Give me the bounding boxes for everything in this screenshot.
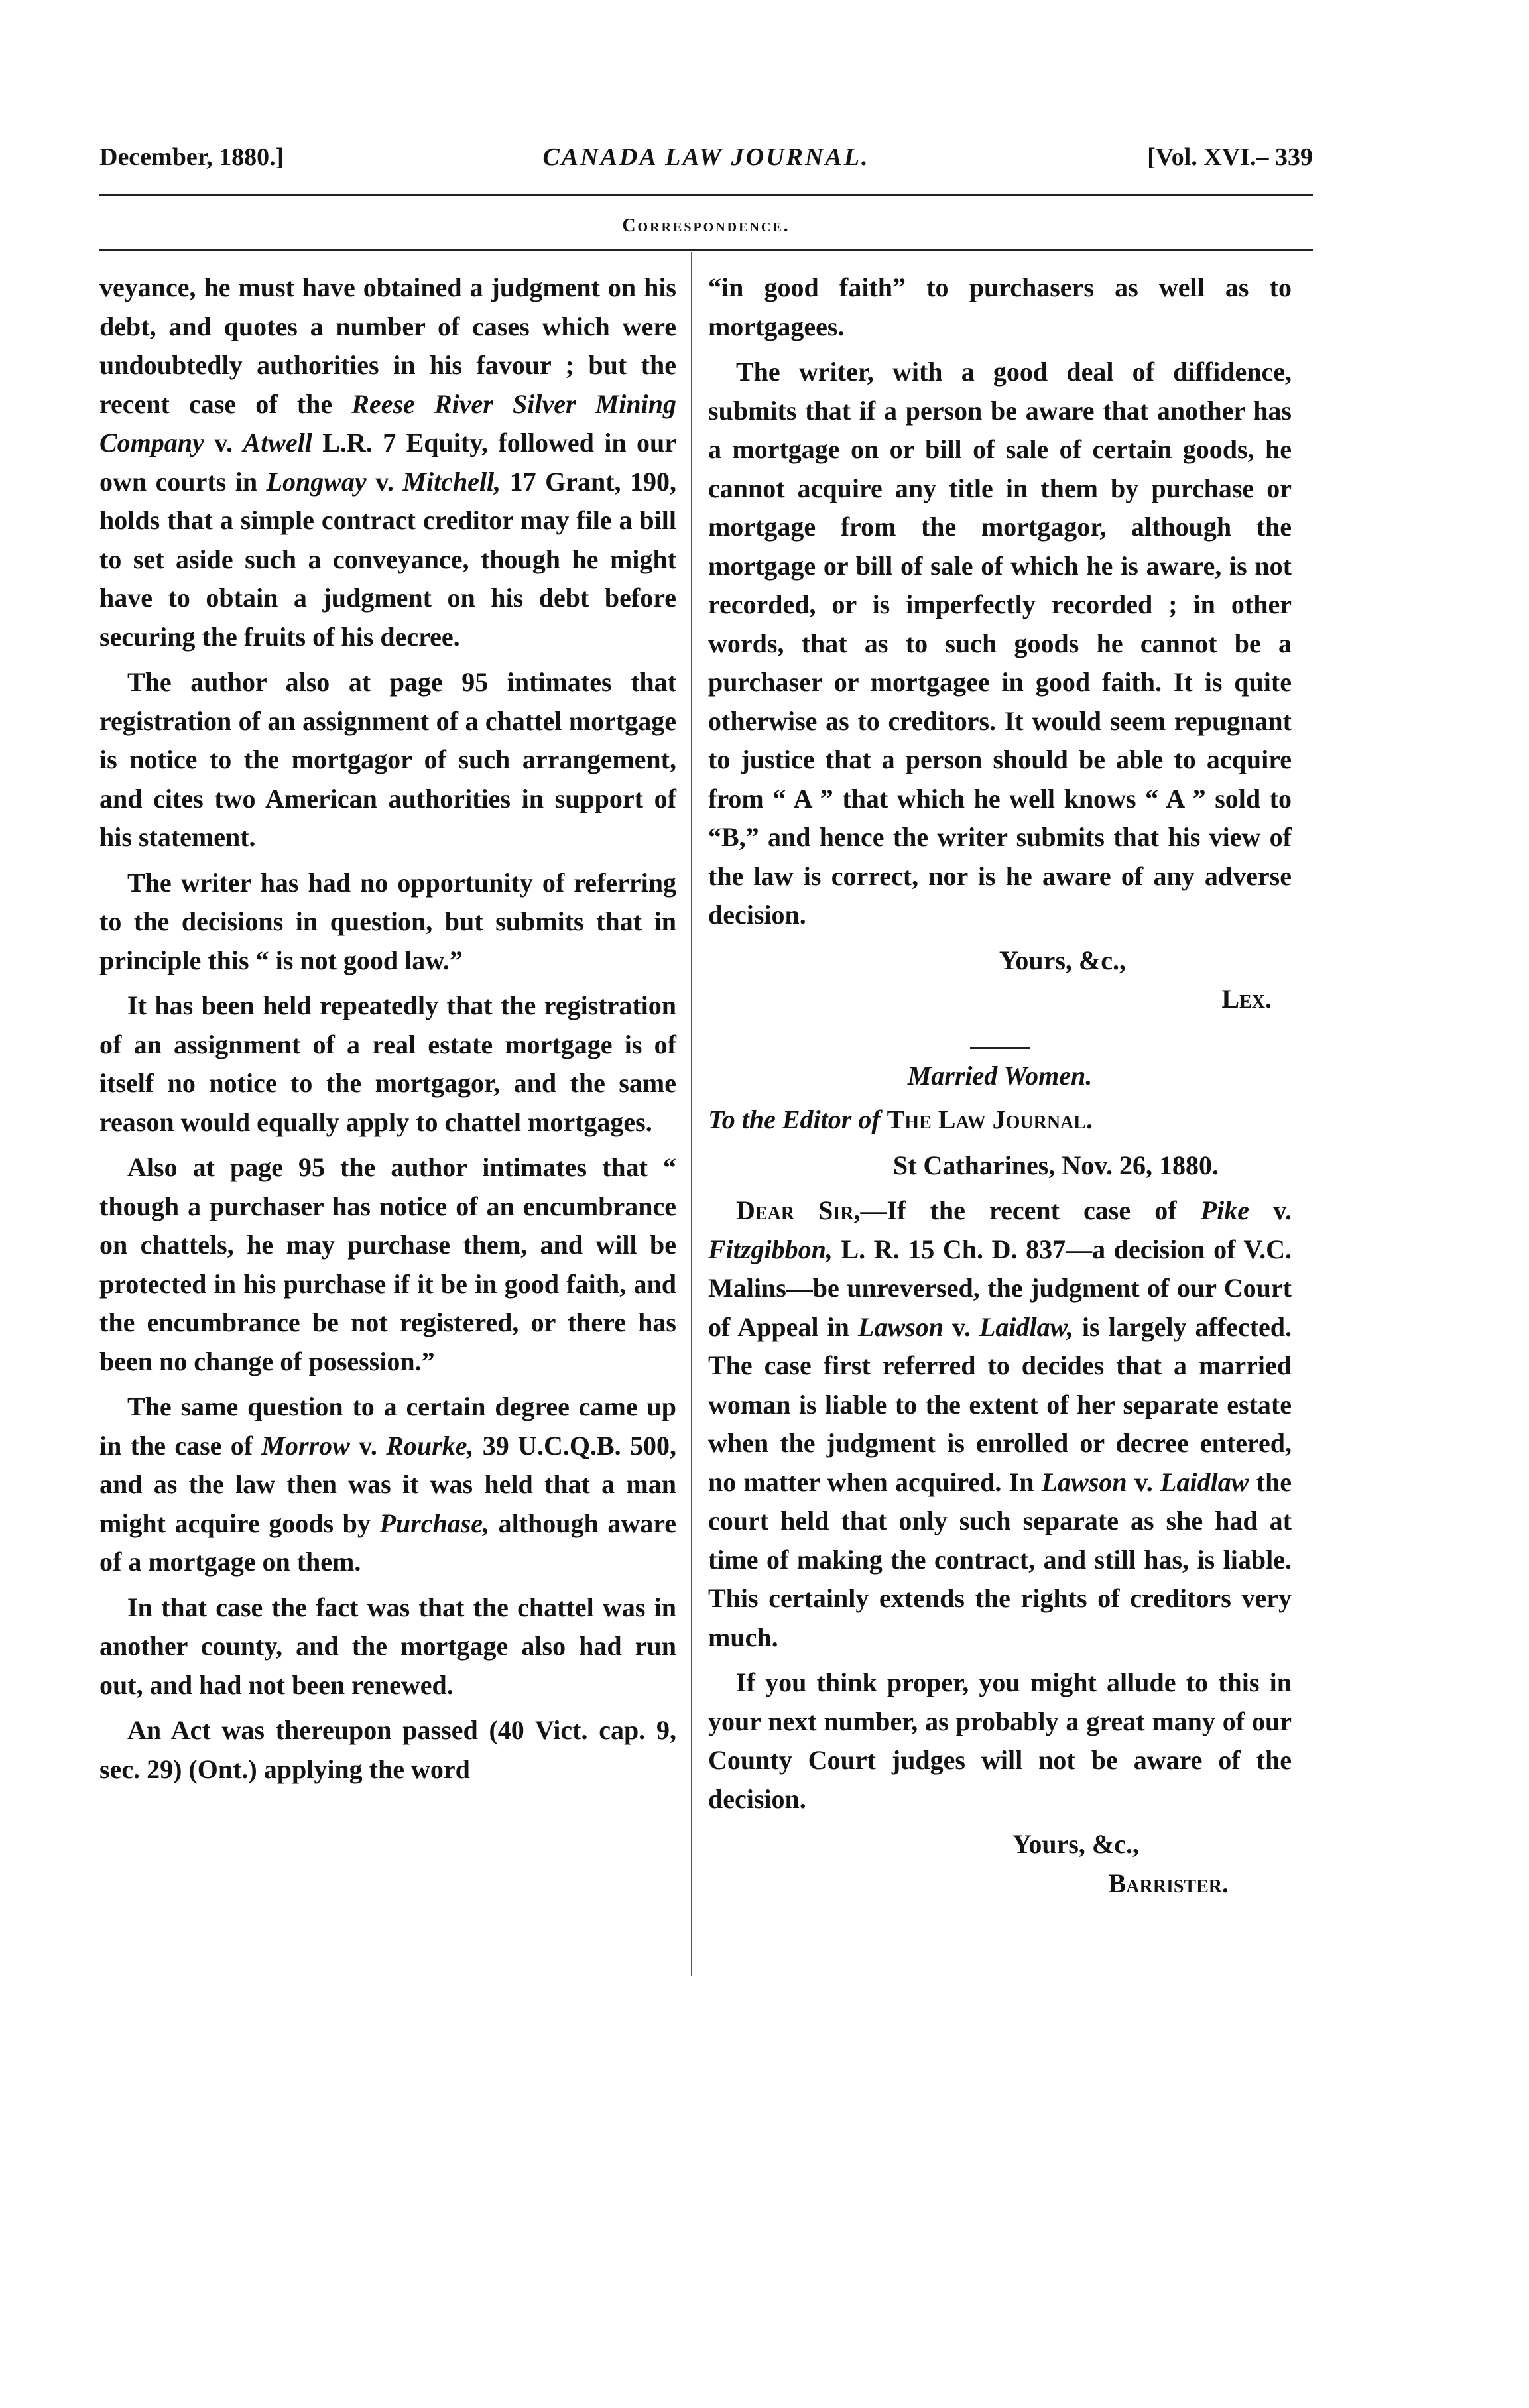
- case-name: Reese River Silver Mining Company: [99, 389, 676, 457]
- header-rule-bottom: [99, 249, 1313, 251]
- text-run: 39 U.C.Q.B. 500, and as the law then was it was held that a man might acquire goods by: [99, 1430, 677, 1538]
- case-name: Laidlaw,: [979, 1311, 1073, 1342]
- text-run: v.: [366, 466, 403, 497]
- salutation-line: [708, 1101, 1292, 1140]
- paragraph: An Act was thereupon passed (40 Vict. cap. 9, sec. 29) (Ont.) applying the word: [99, 1715, 676, 1784]
- signature-block: [708, 1825, 1292, 1903]
- left-column: [99, 269, 676, 1795]
- case-name: Mitchell,: [402, 466, 501, 497]
- article-separator-rule: [970, 1047, 1030, 1049]
- volume-page-number: [Vol. XVI.– 339: [1147, 143, 1313, 171]
- closing-line: Yours, &c.,: [999, 945, 1126, 975]
- text-run: To the Editor of: [708, 1105, 887, 1134]
- text-run: v.: [1249, 1195, 1292, 1225]
- paragraph: If you think proper, you might allude to this in your next number, as probably a great many of our County Court judges will not be aware of the decision.: [708, 1667, 1292, 1814]
- header-rule-top: [99, 194, 1313, 196]
- publication-name: The Law Journal.: [887, 1105, 1093, 1134]
- case-name: Lawson: [1041, 1467, 1127, 1497]
- running-head: [99, 143, 1313, 182]
- salutation: Dear Sir,: [736, 1195, 861, 1225]
- emphasis: Purchase,: [379, 1508, 490, 1538]
- text-run: veyance, he must have obtained a judgment on his debt, and quotes a number of cases which were undoubtedly authorities in his favour ; but the recent case of the: [99, 272, 676, 419]
- case-name: Pike: [1200, 1195, 1250, 1225]
- text-run: v.: [204, 428, 243, 457]
- case-name: Longway: [266, 466, 367, 497]
- case-name: Lawson: [858, 1311, 944, 1342]
- journal-title: CANADA LAW JOURNAL.: [542, 143, 870, 171]
- closing-line: Yours, &c.,: [1012, 1829, 1139, 1859]
- article-title: Married Women.: [907, 1060, 1093, 1091]
- text-run: v.: [349, 1430, 387, 1461]
- paragraph: [99, 269, 676, 656]
- case-name: Laidlaw: [1160, 1467, 1249, 1497]
- signature-name: Lex.: [1221, 984, 1272, 1014]
- case-name: Atwell: [243, 428, 312, 457]
- paragraph: The writer, with a good deal of diffidence, submits that if a person be aware that another has a mortgage on or bill of sale of certain goods, he cannot acquire any title in them by purchase or mortgage from the mortgagor, although the mortgage or bill of sale of which he is aware, is not recorded, or is imperfectly recorded ; in other words, that as to such goods he cannot be a purchaser or mortgagee in good faith. It is quite otherwise as to creditors. It would seem repugnant to justice that a person should be able to acquire from “ A ” that which he well knows “ A ” sold to “B,” and hence the writer submits that his view of the law is correct, nor is he aware of any adverse decision.: [708, 357, 1292, 930]
- paragraph: It has been held repeatedly that the registration of an assignment of a real estate mortgage is of itself no notice to the mortgagor, and the same reason would equally apply to chattel mortgages.: [99, 991, 676, 1137]
- text-run: v.: [943, 1311, 979, 1342]
- paragraph: [99, 1388, 676, 1582]
- text-run: although aware of a mortgage on them.: [99, 1508, 676, 1577]
- case-name: Rourke,: [386, 1430, 474, 1461]
- column-divider: [691, 252, 692, 1976]
- paragraph: In that case the fact was that the chattel was in another county, and the mortgage also had run out, and had not been renewed.: [99, 1592, 676, 1700]
- text-run: —If the recent case of: [860, 1195, 1201, 1225]
- text-run: 17 Grant, 190, holds that a simple contract creditor may file a bill to set aside such a conveyance, though he might have to obtain a judgment on his debt before securing the fruits of his decree.: [99, 466, 676, 652]
- case-name: Morrow: [261, 1430, 350, 1461]
- paragraph: The writer has had no opportunity of referring to the decisions in question, but submits that in principle this “ is not good law.”: [99, 867, 676, 975]
- right-column: [708, 269, 1292, 1909]
- text-run: v.: [1127, 1467, 1161, 1497]
- text-run: the court held that only such separate as she had at time of making the contract, and still has, is liable. This certainly extends the rights of creditors very much.: [708, 1467, 1292, 1652]
- text-run: is largely affected. The case first referred to decides that a married woman is liable to the extent of her separate estate when the judgment is enrolled or decree entered, no matter when acquired. In: [708, 1311, 1292, 1497]
- case-name: Fitzgibbon,: [708, 1234, 833, 1264]
- text-run: L. R. 15 Ch. D. 837—a decision of V.C. Malins—be unreversed, the judgment of our Court of Appeal in: [708, 1234, 1292, 1342]
- paragraph: [708, 1191, 1292, 1657]
- text-run: L.R. 7 Equity, followed in our own courts in: [99, 428, 676, 497]
- text-run: The same question to a certain degree came up in the case of: [99, 1392, 676, 1461]
- place-date-line: St Catharines, Nov. 26, 1880.: [892, 1150, 1219, 1180]
- signature-name: Barrister.: [1108, 1868, 1229, 1898]
- paragraph: The author also at page 95 intimates that registration of an assignment of a chattel mortgage is notice to the mortgagor of such arrangement, and cites two American authorities in support of his statement.: [99, 667, 676, 852]
- paragraph: “in good faith” to purchasers as well as to mortgagees.: [708, 272, 1292, 341]
- paragraph: Also at page 95 the author intimates that “ though a purchaser has notice of an encumbrance on chattels, he may purchase them, and will be protected in his purchase if it be in good faith, and the encumbrance be not registered, or there has been no change of posession.”: [99, 1152, 676, 1376]
- section-heading: Correspondence.: [622, 215, 790, 236]
- signature-block: [708, 941, 1292, 1019]
- issue-date: December, 1880.]: [99, 143, 284, 171]
